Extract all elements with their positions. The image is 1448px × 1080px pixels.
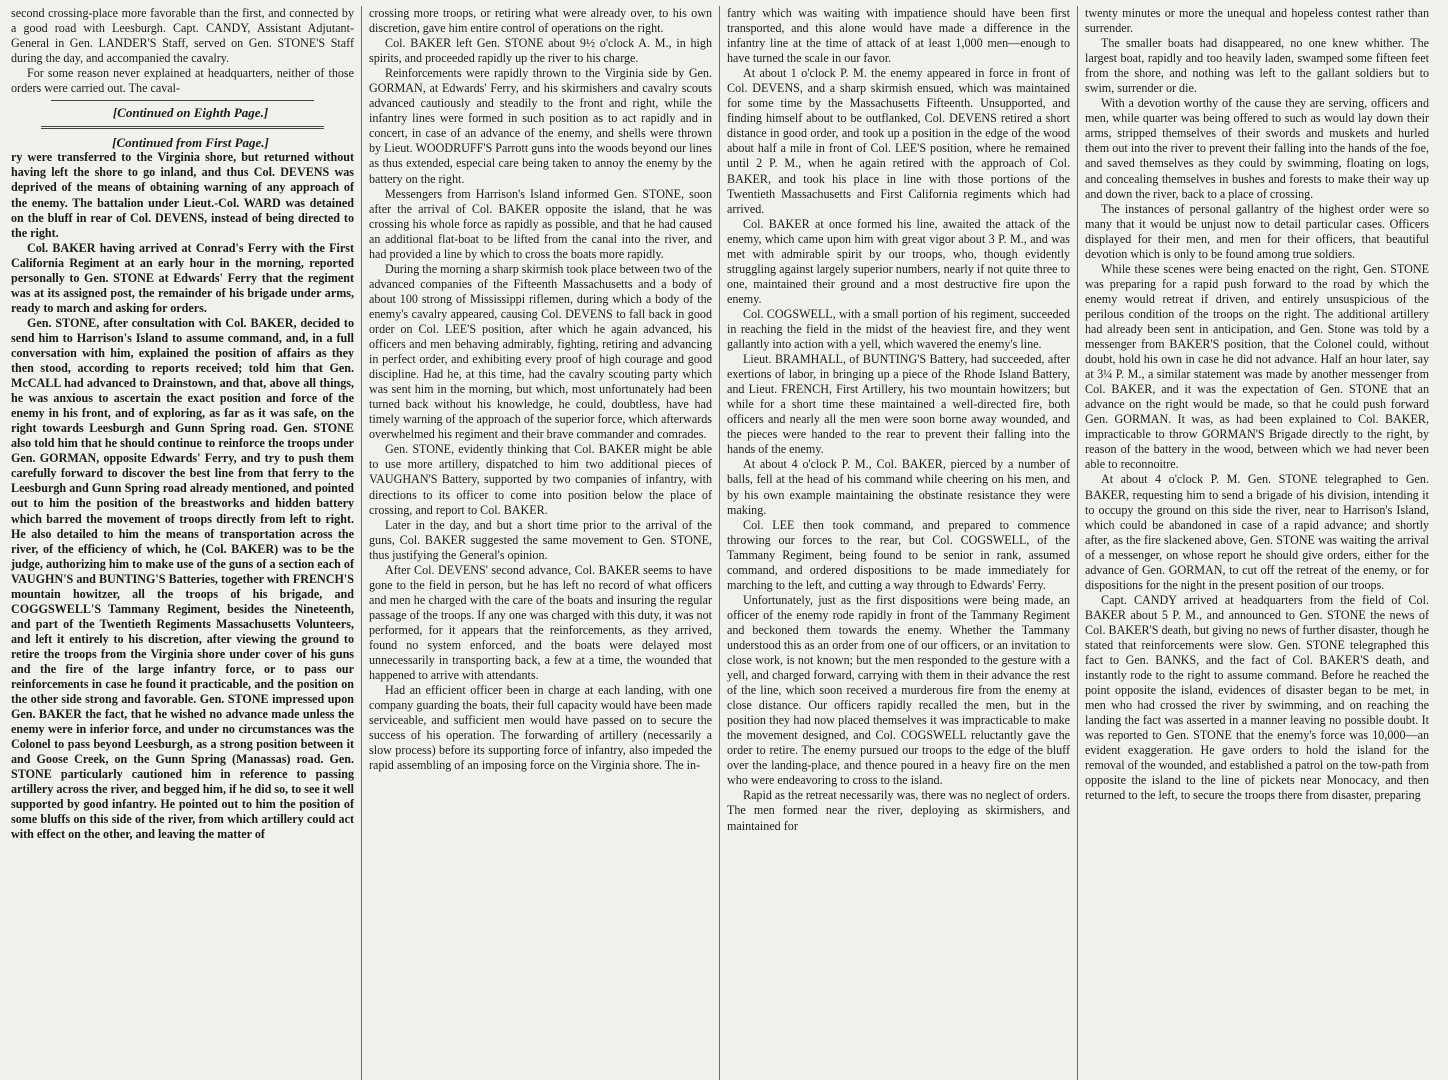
article-paragraph: Later in the day, and but a short time prior to the arrival of the guns, Col. BAKER suggested the same movement to Gen. STONE, thus justifying the General's opinion. [369,517,712,562]
article-paragraph: After Col. DEVENS' second advance, Col. BAKER seems to have gone to the field in person, but he has left no record of what officers and men he charged with the care of the boats and insuring the regular passage of the troops. If any one was charged with this duty, it was not performed, for it appears that the reinforcements, as they arrived, found no system enforced, and the boats were delayed most unnecessarily in transporting back, a few at a time, the wounded that happened to arrive with attendants. [369,562,712,683]
article-paragraph: With a devotion worthy of the cause they are serving, officers and men, while quarter was being offered to such as would lay down their arms, stripped themselves of their swords and muskets and hurled them out into the river to prevent their falling into the hands of the foe, and saved themselves as they could by swimming, floating on logs, and concealing themselves in bushes and forests to make their way up and down the river, back to a place of crossing. [1085,96,1429,201]
article-paragraph: Messengers from Harrison's Island informed Gen. STONE, soon after the arrival of Col. BAKER opposite the island, that he was crossing his whole force as rapidly as possible, and that he had caused an additional flat-boat to be lifted from the canal into the river, and had provided a line by which to cross the boats more rapidly. [369,186,712,261]
column-2 [362,6,720,1080]
column-rule [51,100,314,101]
column-1 [4,6,362,1080]
continuation-notice: [Continued on Eighth Page.] [112,105,269,121]
article-paragraph: Capt. CANDY arrived at headquarters from the field of Col. BAKER about 5 P. M., and announced to Gen. STONE the news of Col. BAKER'S death, but giving no news of further disaster, though he stated that reinforcements were slow. Gen. STONE telegraphed this fact to Gen. BANKS, and the fact of Col. BAKER'S death, and instantly rode to the right to assume command. Before he reached the point opposite the island, evidences of disaster began to be met, in men who had crossed the river by swimming, and on reaching the landing the fact was asserted in a manner leaving no possible doubt. It was reported to Gen. STONE that the enemy's force was 10,000—an evident exaggeration. He gave orders to hold the island for the removal of the wounded, and established a patrol on the tow-path from opposite the island to the line of pickets near Monocacy, and then returned to the left, to secure the troops there from disaster, preparing [1085,592,1429,803]
article-paragraph: At about 4 o'clock P. M., Col. BAKER, pierced by a number of balls, fell at the head of his command while cheering on his men, and by his own example maintaining the obstinate resistance they were making. [727,457,1070,517]
article-paragraph: At about 1 o'clock P. M. the enemy appeared in force in front of Col. DEVENS, and a sharp skirmish ensued, which was maintained for some time by the Massachusetts Fifteenth. Unsupported, and finding himself about to be outflanked, Col. DEVENS retired a short distance in good order, and took up a position in the edge of the wood about half a mile in front of Col. LEE'S position, where he remained until 2 P. M., when he again retired with the approach of Col. BAKER, and took his place in line with those portions of the Twentieth Massachusetts and First California regiments which had arrived. [727,66,1070,216]
article-paragraph: At about 4 o'clock P. M. Gen. STONE telegraphed to Gen. BAKER, requesting him to send a brigade of his division, intending it to occupy the ground on this side the river, near to Harrison's Island, which could be abandoned in case of a rapid advance; and shortly after, as the fire slackened above, Gen. STONE was waiting the arrival of a messenger, on whose report he should give orders, either for the advance of Gen. GORMAN, to cut off the retreat of the enemy, or for dispositions for the night in the present position of our troops. [1085,472,1429,592]
article-paragraph: second crossing-place more favorable than the first, and connected by a good road with Leesburgh. Capt. CANDY, Assistant Adjutant-General in Gen. LANDER'S Staff, served on Gen. STONE'S Staff during the day, and accompanied the cavalry. [11,6,354,66]
section-divider [41,126,324,129]
column-3 [720,6,1078,1080]
article-paragraph: ry were transferred to the Virginia shore, but returned without having left the shore to go inland, and thus Col. DEVENS was deprived of the means of obtaining warning of any approach of the enemy. The battalion under Lieut.-Col. WARD was detained on the bluff in rear of Col. DEVENS, instead of being directed to the right. [11,150,354,240]
article-paragraph: Had an efficient officer been in charge at each landing, with one company guarding the boats, their full capacity would have been made serviceable, and sufficient men would have passed on to secure the success of his operation. The forwarding of artillery (necessarily a slow process) before its supporting force of infantry, also impeded the rapid assembling of an imposing force on the Virginia shore. The in- [369,683,712,773]
article-paragraph: twenty minutes or more the unequal and hopeless contest rather than surrender. [1085,6,1429,36]
article-paragraph: Col. COGSWELL, with a small portion of his regiment, succeeded in reaching the field in the midst of the heaviest fire, and they went gallantly into action with a yell, which wavered the enemy's line. [727,306,1070,352]
article-paragraph: The smaller boats had disappeared, no one knew whither. The largest boat, rapidly and too heavily laden, swamped some fifteen feet from the shore, and nothing was left to the gallant soldiers but to swim, surrender or die. [1085,36,1429,96]
article-paragraph: crossing more troops, or retiring what were already over, to his own discretion, gave him entire control of operations on the right. [369,6,712,36]
article-paragraph: Col. BAKER left Gen. STONE about 9½ o'clock A. M., in high spirits, and proceeded rapidly up the river to his charge. [369,36,712,66]
article-paragraph: While these scenes were being enacted on the right, Gen. STONE was preparing for a rapid push forward to the road by which the enemy would retreat if driven, and entirely unsuspicious of the perilous condition of the troops on the right. The additional artillery had already been sent in anticipation, and Gen. Stone was told by a messenger from BAKER'S position, that the Colonel could, without doubt, hold his own in case he did not advance. Half an hour later, say at 3¼ P. M., a similar statement was made by another messenger from Col. BAKER, and it was the expectation of Gen. STONE that an advance on the right would be made, so that he could push forward Gen. GORMAN. It was, as had been explained to Col. BAKER, impracticable to throw GORMAN'S Brigade directly to the right, by reason of the battery in the wood, between which we had never been able to reconnoitre. [1085,261,1429,472]
article-paragraph: fantry which was waiting with impatience should have been first transported, and this alone would have made a difference in the infantry line at the time of attack of at least 1,000 men—enough to have turned the scale in our favor. [727,6,1070,66]
article-paragraph: Gen. STONE, evidently thinking that Col. BAKER might be able to use more artillery, dispatched to him two additional pieces of VAUGHAN'S Battery, supported by two companies of infantry, with directions to its officer to come into position below the place of crossing, and report to Col. BAKER. [369,442,712,517]
continuation-notice: [Continued from First Page.] [112,135,269,151]
article-paragraph: Reinforcements were rapidly thrown to the Virginia side by Gen. GORMAN, at Edwards' Ferry, and his skirmishers and cavalry scouts advanced cautiously and steadily to the front and right, while the infantry lines were formed in such position as to act rapidly and in concert, in case of an advance of the enemy, and shells were thrown by Lieut. WOODRUFF'S Parrott guns into the woods beyond our lines as thus extended, especial care being taken to annoy the enemy by the battery on the right. [369,66,712,186]
article-paragraph: Gen. STONE, after consultation with Col. BAKER, decided to send him to Harrison's Island to assume command, and, in a full conversation with him, explained the position of affairs as they then stood, according to reports received; told him that Gen. McCALL had advanced to Drainstown, and that, above all things, he was anxious to ascertain the exact position and force of the enemy in his front, and of exploring, as far as it was safe, on the right towards Leesburgh and Gunn Spring road. Gen. STONE also told him that he should continue to reinforce the troops under Gen. GORMAN, opposite Edwards' Ferry, and try to push them carefully forward to discover the best line from that ferry to the Leesburgh and Gunn Spring road already mentioned, and pointed out to him the position of the breastworks and hidden battery which barred the movement of troops directly from left to right. He also detailed to him the means of transportation across the river, of the efficiency of which, he (Col. BAKER) was to be the judge, authorizing him to make use of the guns of a section each of VAUGHN'S and BUNTING'S Batteries, together with FRENCH'S mountain howitzer, all the troops of his brigade, and COGGSWELL'S Tammany Regiment, besides the Nineteenth, and part of the Twentieth Regiments Massachusetts Volunteers, and left it entirely to his discretion, after viewing the ground to retire the troops from the Virginia shore under cover of his guns and the fire of the large infantry force, or to pass our reinforcements in case he found it practicable, and the position on the other side strong and favorable. Gen. STONE impressed upon Gen. BAKER the fact, that he wished no advance made unless the enemy were in inferior force, and under no circumstances was the Colonel to pass beyond Leesburgh, as a strong position between it and Goose Creek, on the Gunn Spring (Manassas) road. Gen. STONE particularly cautioned him in reference to passing artillery across the river, and begged him, if he did so, to see it well supported by good infantry. He pointed out to him the position of some bluffs on this side of the river, from which artillery could act with effect on the other, and leaving the matter of [11,315,354,842]
article-paragraph: Col. BAKER at once formed his line, awaited the attack of the enemy, which came upon him with great vigor about 3 P. M., and was met with admirable spirit by our troops, who, though evidently struggling against largely superior numbers, nearly if not quite three to one, maintained their ground and a most destructive fire upon the enemy. [727,216,1070,306]
article-paragraph: Col. BAKER having arrived at Conrad's Ferry with the First California Regiment at an early hour in the morning, reported personally to Gen. STONE at Edwards' Ferry that the regiment was at its assigned post, the remainder of his brigade under arms, ready to march and asking for orders. [11,240,354,315]
article-paragraph: Rapid as the retreat necessarily was, there was no neglect of orders. The men formed near the river, deploying as skirmishers, and maintained for [727,788,1070,833]
article-paragraph: The instances of personal gallantry of the highest order were so many that it would be unjust now to detail particular cases. Officers displayed for their men, and men for their officers, that beautiful devotion which is only to be found among true soldiers. [1085,201,1429,261]
article-paragraph: For some reason never explained at headquarters, neither of those orders were carried out. The caval- [11,66,354,96]
column-4 [1078,6,1436,1080]
article-paragraph: Unfortunately, just as the first dispositions were being made, an officer of the enemy rode rapidly in front of the Tammany Regiment and beckoned them towards the enemy. Whether the Tammany understood this as an order from one of our officers, or an invitation to close work, is not known; but the men responded to the gesture with a yell, and charged forward, carrying with them in their advance the rest of the line, which soon received a murderous fire from the enemy at close distance. Our officers rapidly recalled the men, but in the position they had now placed themselves it was impracticable to make the movement designed, and Col. COGSWELL reluctantly gave the order to retire. The enemy pursued our troops to the edge of the bluff over the landing-place, and thence poured in a heavy fire on the men who were endeavoring to cross to the island. [727,592,1070,788]
article-paragraph: During the morning a sharp skirmish took place between two of the advanced companies of the Fifteenth Massachusetts and a body of about 100 strong of Mississippi riflemen, during which a body of the enemy's cavalry appeared, causing Col. DEVENS to fall back in good order on Col. LEE'S position, after which he again advanced, his officers and men behaving admirably, fighting, retiring and advancing in perfect order, and exhibiting every proof of high courage and good discipline. Had he, at this time, had the cavalry scouting party which was sent him in the morning, but which, most unfortunately had been turned back without his knowledge, he could, doubtless, have had timely warning of the approach of the superior force, which afterwards overwhelmed his regiment and their brave commander and comrades. [369,261,712,442]
article-paragraph: Col. LEE then took command, and prepared to commence throwing our forces to the rear, but Col. COGSWELL, of the Tammany Regiment, being found to be senior in rank, assumed command, and ordered dispositions to be made immediately for marching to the left, and cutting a way through to Edwards' Ferry. [727,517,1070,592]
article-paragraph: Lieut. BRAMHALL, of BUNTING'S Battery, had succeeded, after exertions of labor, in bringing up a piece of the Rhode Island Battery, and Lieut. FRENCH, First Artillery, his two mountain howitzers; but while for a short time these maintained a well-directed fire, both officers and nearly all the men were soon borne away wounded, and the pieces were handed to the rear to prevent their falling into the hands of the enemy. [727,352,1070,457]
